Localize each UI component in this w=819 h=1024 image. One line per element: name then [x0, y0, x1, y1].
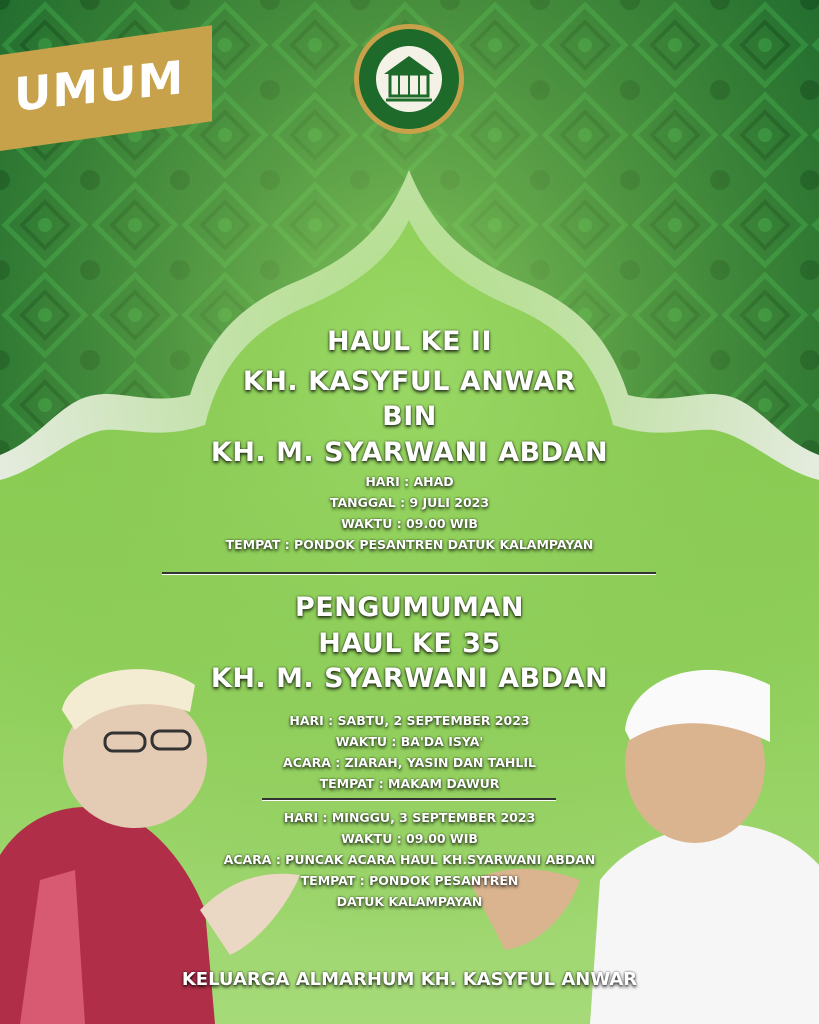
haul-2-title-line-3: BIN: [382, 401, 437, 432]
event-2-day: HARI : MINGGU, 3 SEPTEMBER 2023: [283, 810, 536, 825]
event-divider: [262, 798, 556, 800]
event-2-place-line-1: TEMPAT : PONDOK PESANTREN: [300, 873, 519, 888]
footer-family: KELUARGA ALMARHUM KH. KASYFUL ANWAR: [181, 969, 638, 990]
category-badge-label: UMUM: [14, 50, 185, 123]
announcement-title-line-3: KH. M. SYARWANI ABDAN: [210, 663, 609, 694]
haul-2-title-line-2: KH. KASYFUL ANWAR: [242, 366, 577, 397]
haul-2-title-line-4: KH. M. SYARWANI ABDAN: [210, 437, 609, 468]
event-1-time: WAKTU : BA'DA ISYA': [335, 734, 484, 749]
announcement-title-line-1: PENGUMUMAN: [294, 592, 525, 623]
announcement-title-line-2: HAUL KE 35: [318, 628, 501, 659]
pesantren-logo-icon: [352, 22, 466, 136]
haul-2-day: HARI : AHAD: [365, 474, 454, 489]
event-2-time: WAKTU : 09.00 WIB: [341, 831, 478, 846]
event-1-program: ACARA : ZIARAH, YASIN DAN TAHLIL: [283, 755, 536, 770]
section-divider: [162, 572, 656, 574]
haul-2-title-line-1: HAUL KE II: [326, 326, 493, 357]
haul-2-date: TANGGAL : 9 JULI 2023: [329, 495, 490, 510]
event-1-day: HARI : SABTU, 2 SEPTEMBER 2023: [289, 713, 530, 728]
haul-2-place: TEMPAT : PONDOK PESANTREN DATUK KALAMPAYAN: [225, 537, 594, 552]
haul-2-time: WAKTU : 09.00 WIB: [341, 516, 478, 531]
event-2-place-line-2: DATUK KALAMPAYAN: [336, 894, 483, 909]
event-1-place: TEMPAT : MAKAM DAWUR: [319, 776, 500, 791]
event-2-program: ACARA : PUNCAK ACARA HAUL KH.SYARWANI ABDAN: [223, 852, 596, 867]
